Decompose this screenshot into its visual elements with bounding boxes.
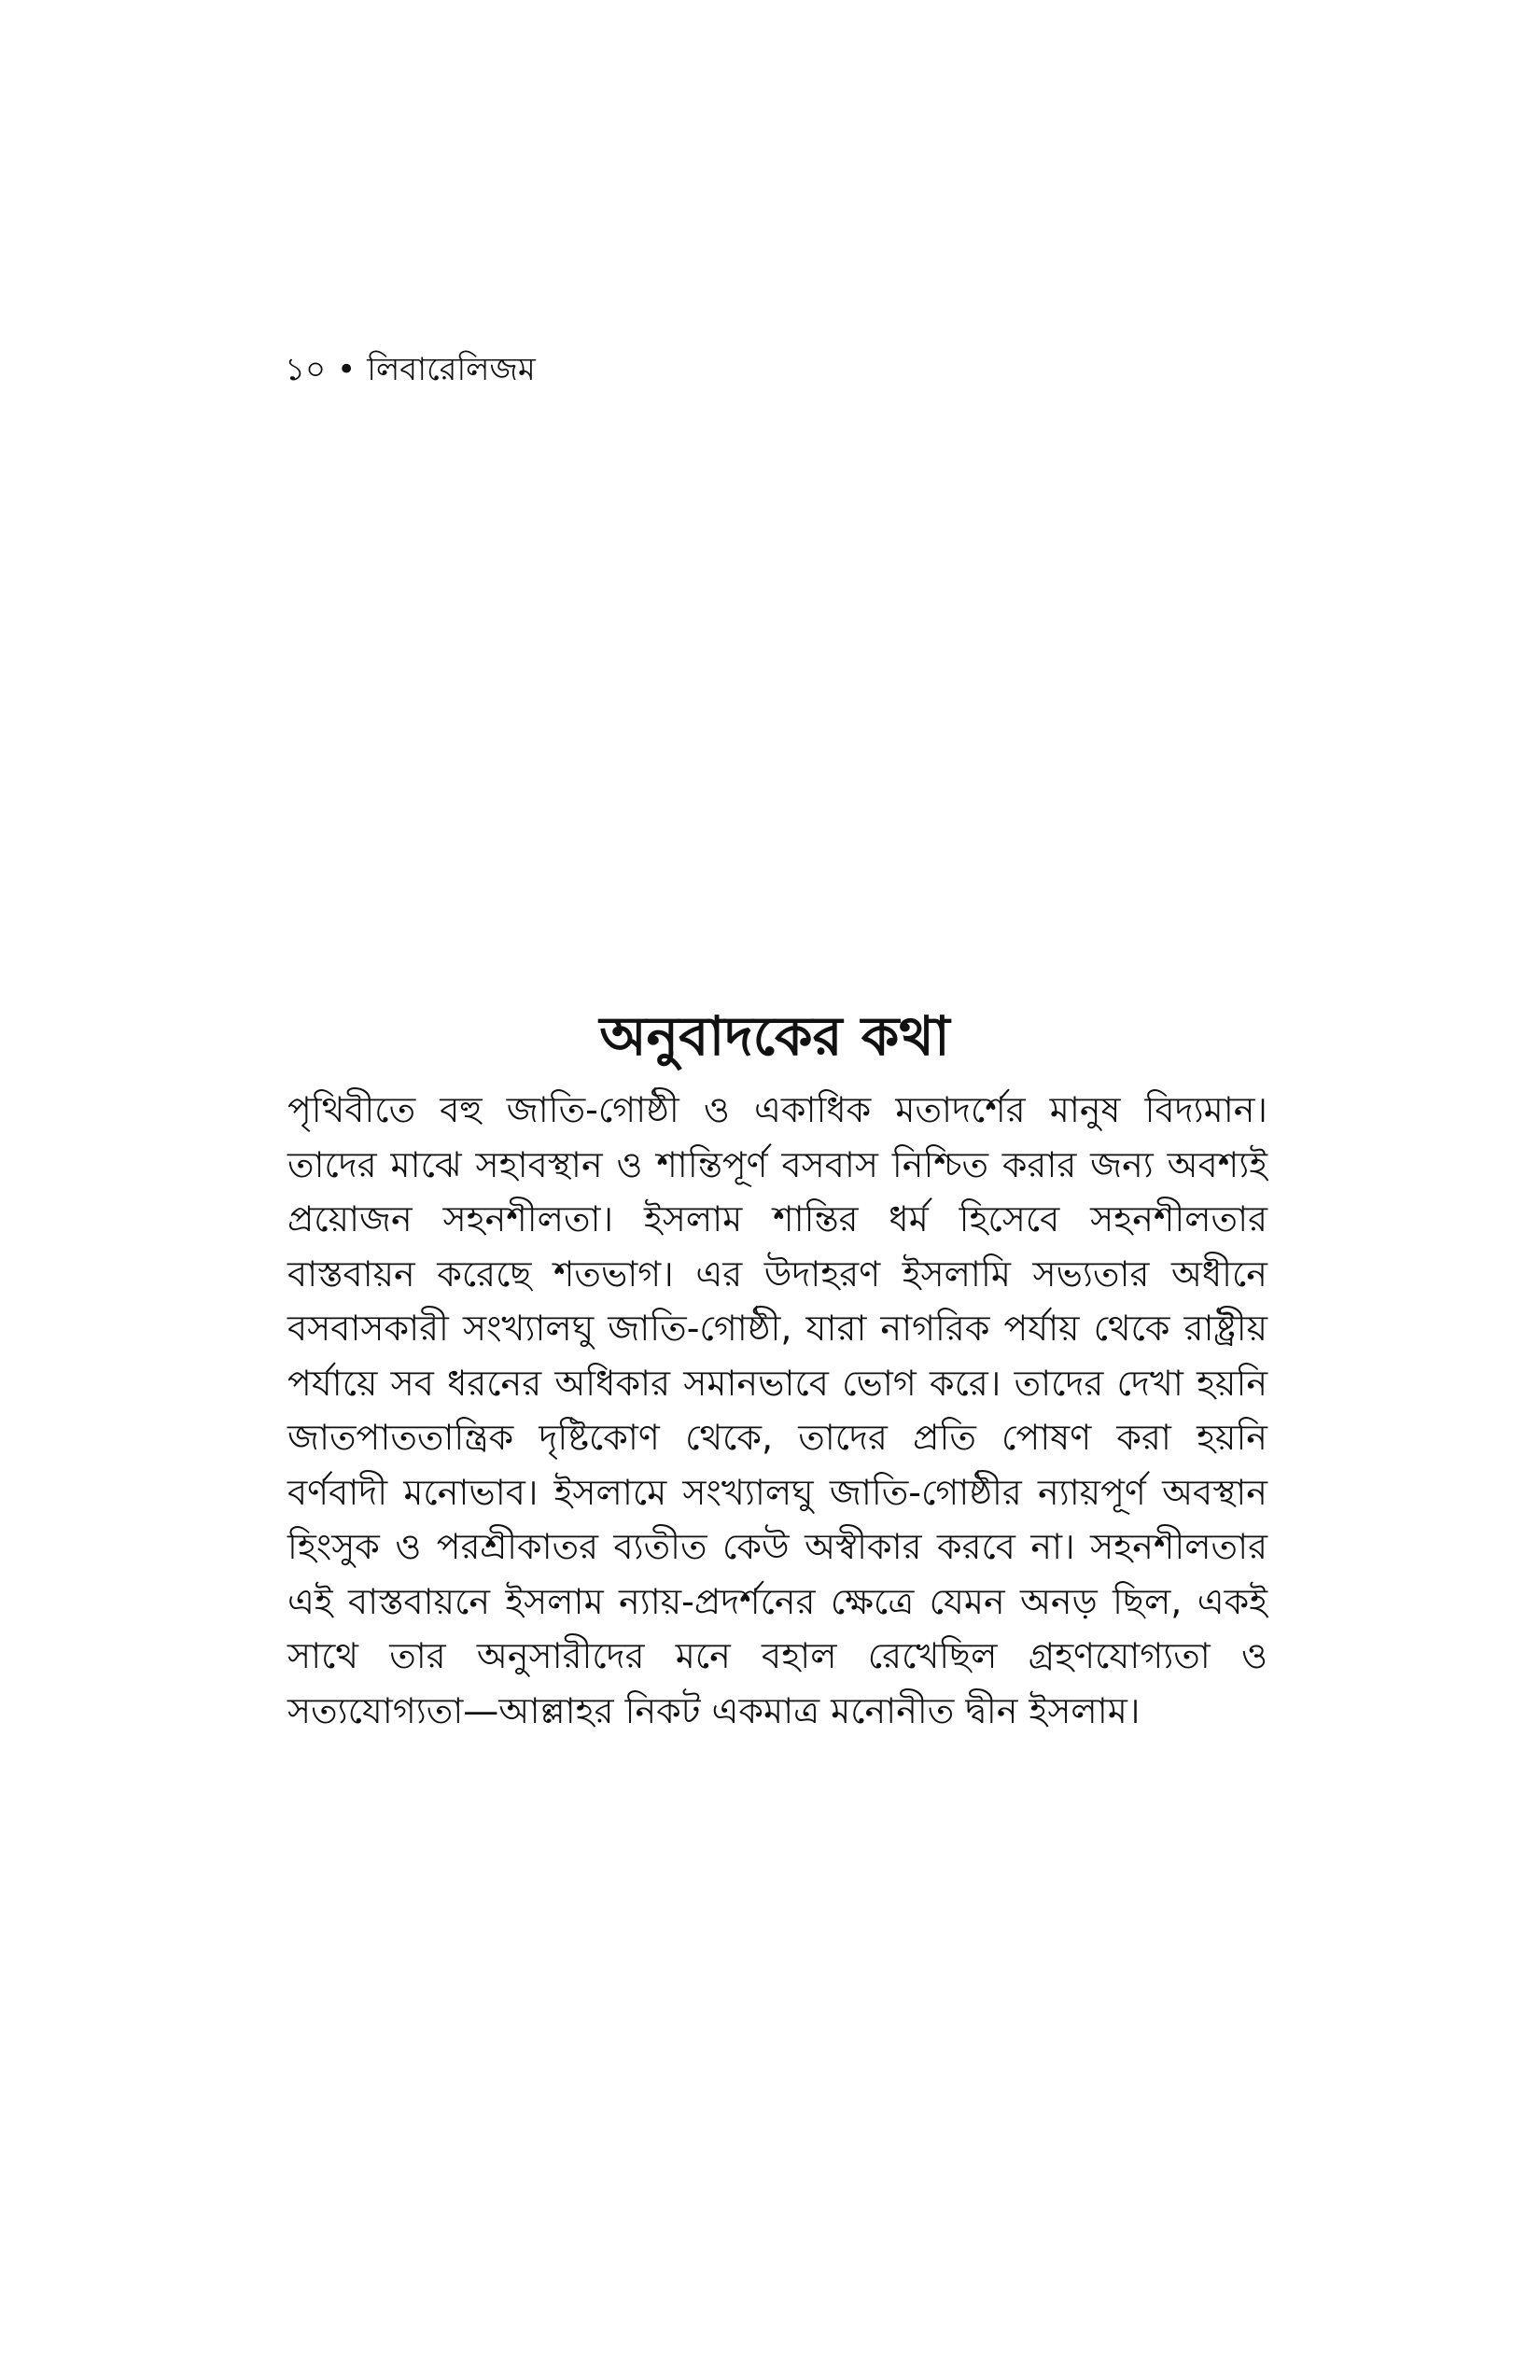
book-title: লিবারেলিজম <box>367 351 536 388</box>
running-header <box>285 347 536 392</box>
page-number: ১০ <box>285 351 327 388</box>
header-separator: • <box>337 351 357 388</box>
body-paragraph: পৃথিবীতে বহু জাতি-গোষ্ঠী ও একাধিক মতাদর্শের মানুষ বিদ্যমান। তাদের মাঝে সহাবস্থান ও শান্তিপূর্ণ বসবাস নিশ্চিত করার জন্য অবশ্যই প্রয়োজন সহনশীলতা। ইসলাম শান্তির ধর্ম হিসেবে সহনশীলতার বাস্তবায়ন করেছে শতভাগ। এর উদাহরণ ইসলামি সভ্যতার অধীনে বসবাসকারী সংখ্যালঘু জাতি-গোষ্ঠী, যারা নাগরিক পর্যায় থেকে রাষ্ট্রীয় পর্যায়ে সব ধরনের অধিকার সমানভাবে ভোগ করে। তাদের দেখা হয়নি জাতপাততান্ত্রিক দৃষ্টিকোণ থেকে, তাদের প্রতি পোষণ করা হয়নি বর্ণবাদী মনোভাব। ইসলামে সংখ্যালঘু জাতি-গোষ্ঠীর ন্যায়পূর্ণ অবস্থান হিংসুক ও পরশ্রীকাতর ব্যতীত কেউ অস্বীকার করবে না। সহনশীলতার এই বাস্তবায়নে ইসলাম ন্যায়-প্রদর্শনের ক্ষেত্রে যেমন অনড় ছিল, একই সাথে তার অনুসারীদের মনে বহাল রেখেছিল গ্রহণযোগ্যতা ও সত্যযোগ্যতা—আল্লাহর নিকট একমাত্র মনোনীত দ্বীন ইসলাম। <box>287 1089 1267 1731</box>
chapter-title: অনুবাদকের কথা <box>599 1004 950 1068</box>
